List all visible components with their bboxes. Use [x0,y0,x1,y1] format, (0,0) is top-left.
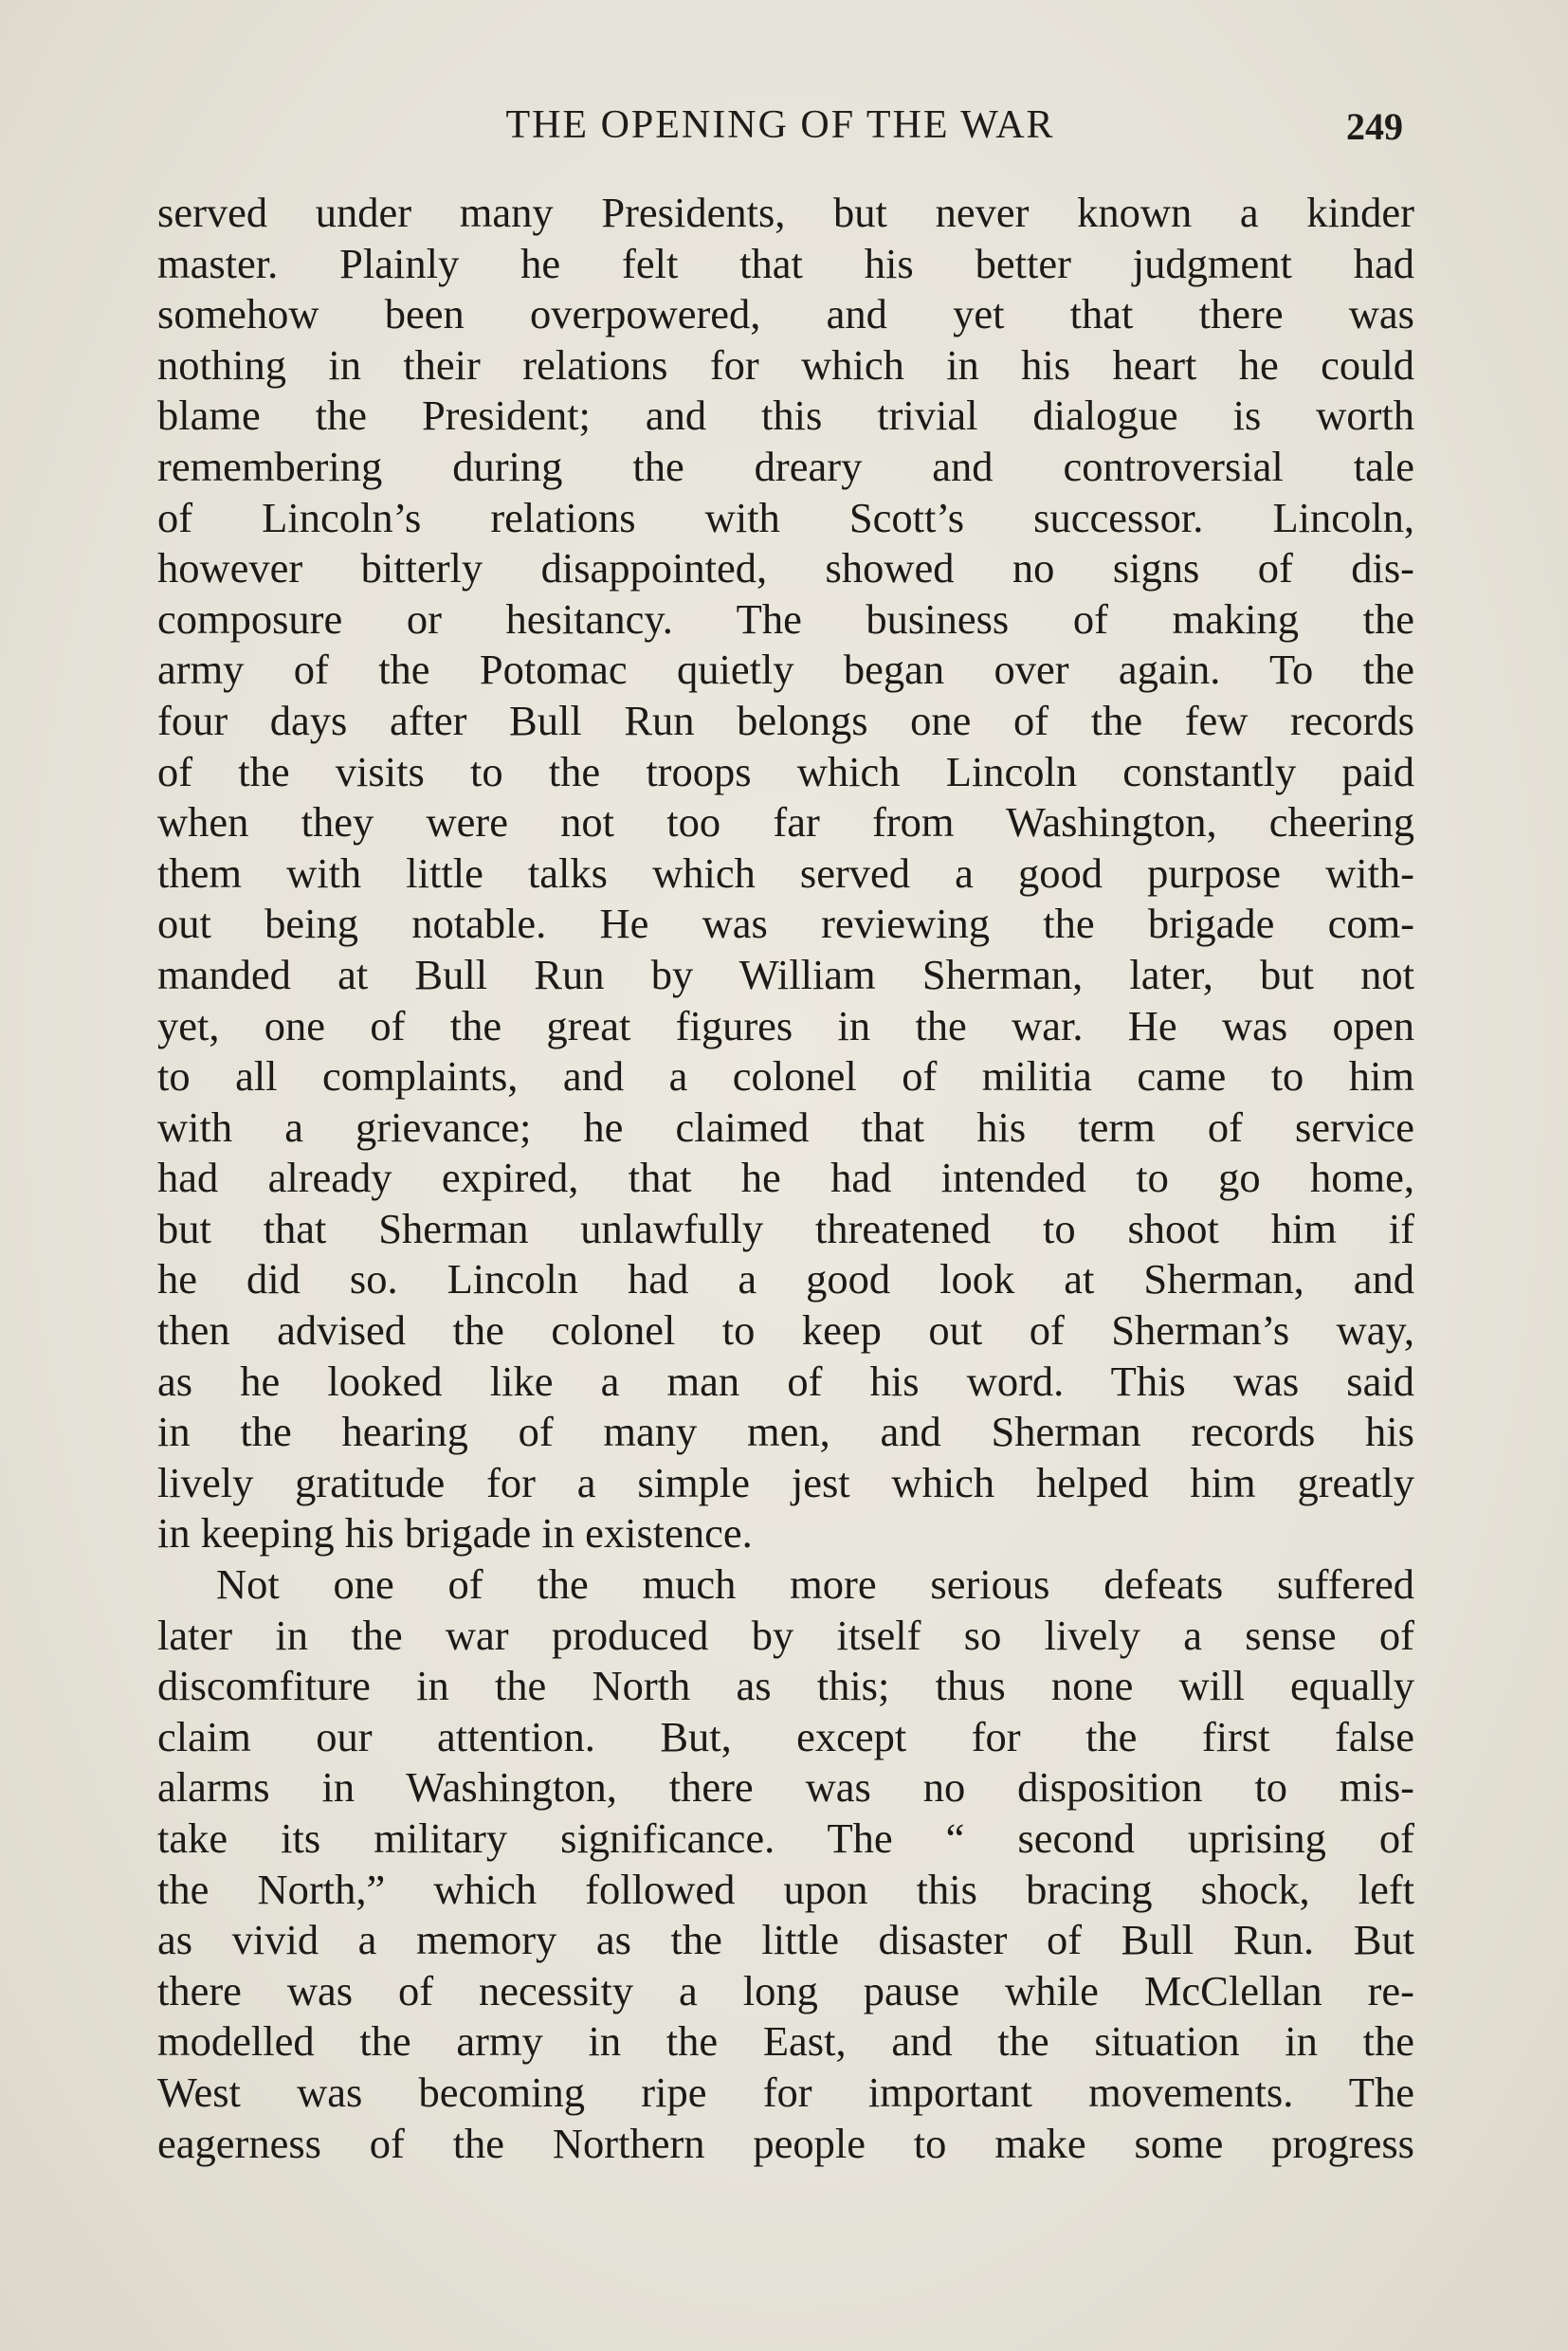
text-line: modelled the army in the East, and the situation in the [157,2017,1414,2066]
text-line: manded at Bull Run by William Sherman, later, but not [157,950,1414,998]
text-line: them with little talks which served a good purpose with- [157,848,1414,897]
text-line: nothing in their relations for which in his heart he could [157,340,1414,389]
text-line: to all complaints, and a colonel of militia came to him [157,1052,1414,1101]
text-line: but that Sherman unlawfully threatened to shoot him if [157,1204,1414,1252]
text-line: West was becoming ripe for important movements. The [157,2068,1414,2116]
text-line: served under many Presidents, but never known a kinder [157,189,1414,236]
text-line: composure or hesitancy. The business of making the [157,594,1414,643]
text-line: of Lincoln’s relations with Scott’s successor. Lincoln, [157,493,1414,541]
text-line: however bitterly disappointed, showed no signs of dis- [157,544,1414,592]
text-line: then advised the colonel to keep out of Sherman’s way, [157,1306,1414,1355]
text-line: somehow been overpowered, and yet that there was [157,290,1414,338]
text-line: he did so. Lincoln had a good look at Sherman, and [157,1255,1414,1303]
text-line: had already expired, that he had intended to go home, [157,1154,1414,1202]
text-line: in keeping his brigade in existence. [157,1509,753,1558]
text-line: the North,” which followed upon this bracing shock, left [157,1865,1414,1913]
text-line: with a grievance; he claimed that his term of service [157,1103,1414,1151]
text-line: of the visits to the troops which Lincoln constantly paid [157,747,1414,795]
text-line: lively gratitude for a simple jest which helped him greatly [157,1458,1414,1506]
text-line: army of the Potomac quietly began over again. To the [157,646,1414,694]
text-line: claim our attention. But, except for the first false [157,1712,1414,1760]
paragraph [157,1559,1414,2169]
text-line: as vivid a memory as the little disaster of Bull Run. But [157,1916,1414,1964]
text-line: out being notable. He was reviewing the brigade com- [157,900,1414,948]
text-line: four days after Bull Run belongs one of the few records [157,696,1414,744]
text-line: alarms in Washington, there was no disposition to mis- [157,1763,1414,1812]
text-line: yet, one of the great figures in the war. He was open [157,1001,1414,1049]
text-line: as he looked like a man of his word. This was said [157,1357,1414,1405]
text-line: Not one of the much more serious defeats suffered [216,1560,1414,1609]
paragraph [157,188,1414,1559]
text-line: later in the war produced by itself so lively a sense of [157,1611,1414,1659]
page-number: 249 [1346,105,1403,148]
text-line: eagerness of the Northern people to make some progress [157,2119,1414,2167]
text-line: when they were not too far from Washington, cheering [157,798,1414,847]
running-head: THE OPENING OF THE WAR [505,103,1055,147]
text-line: take its military significance. The “ second uprising of [157,1814,1414,1862]
text-line: in the hearing of many men, and Sherman records his [157,1408,1414,1456]
text-line: blame the President; and this trivial dialogue is worth [157,392,1414,440]
text-line: there was of necessity a long pause while McClellan re- [157,1966,1414,2014]
text-line: remembering during the dreary and controversial tale [157,442,1414,490]
page-header [157,102,1411,159]
text-line: discomfiture in the North as this; thus none will equally [157,1662,1414,1710]
text-line: master. Plainly he felt that his better judgment had [157,239,1414,287]
body-text [157,188,1414,2169]
